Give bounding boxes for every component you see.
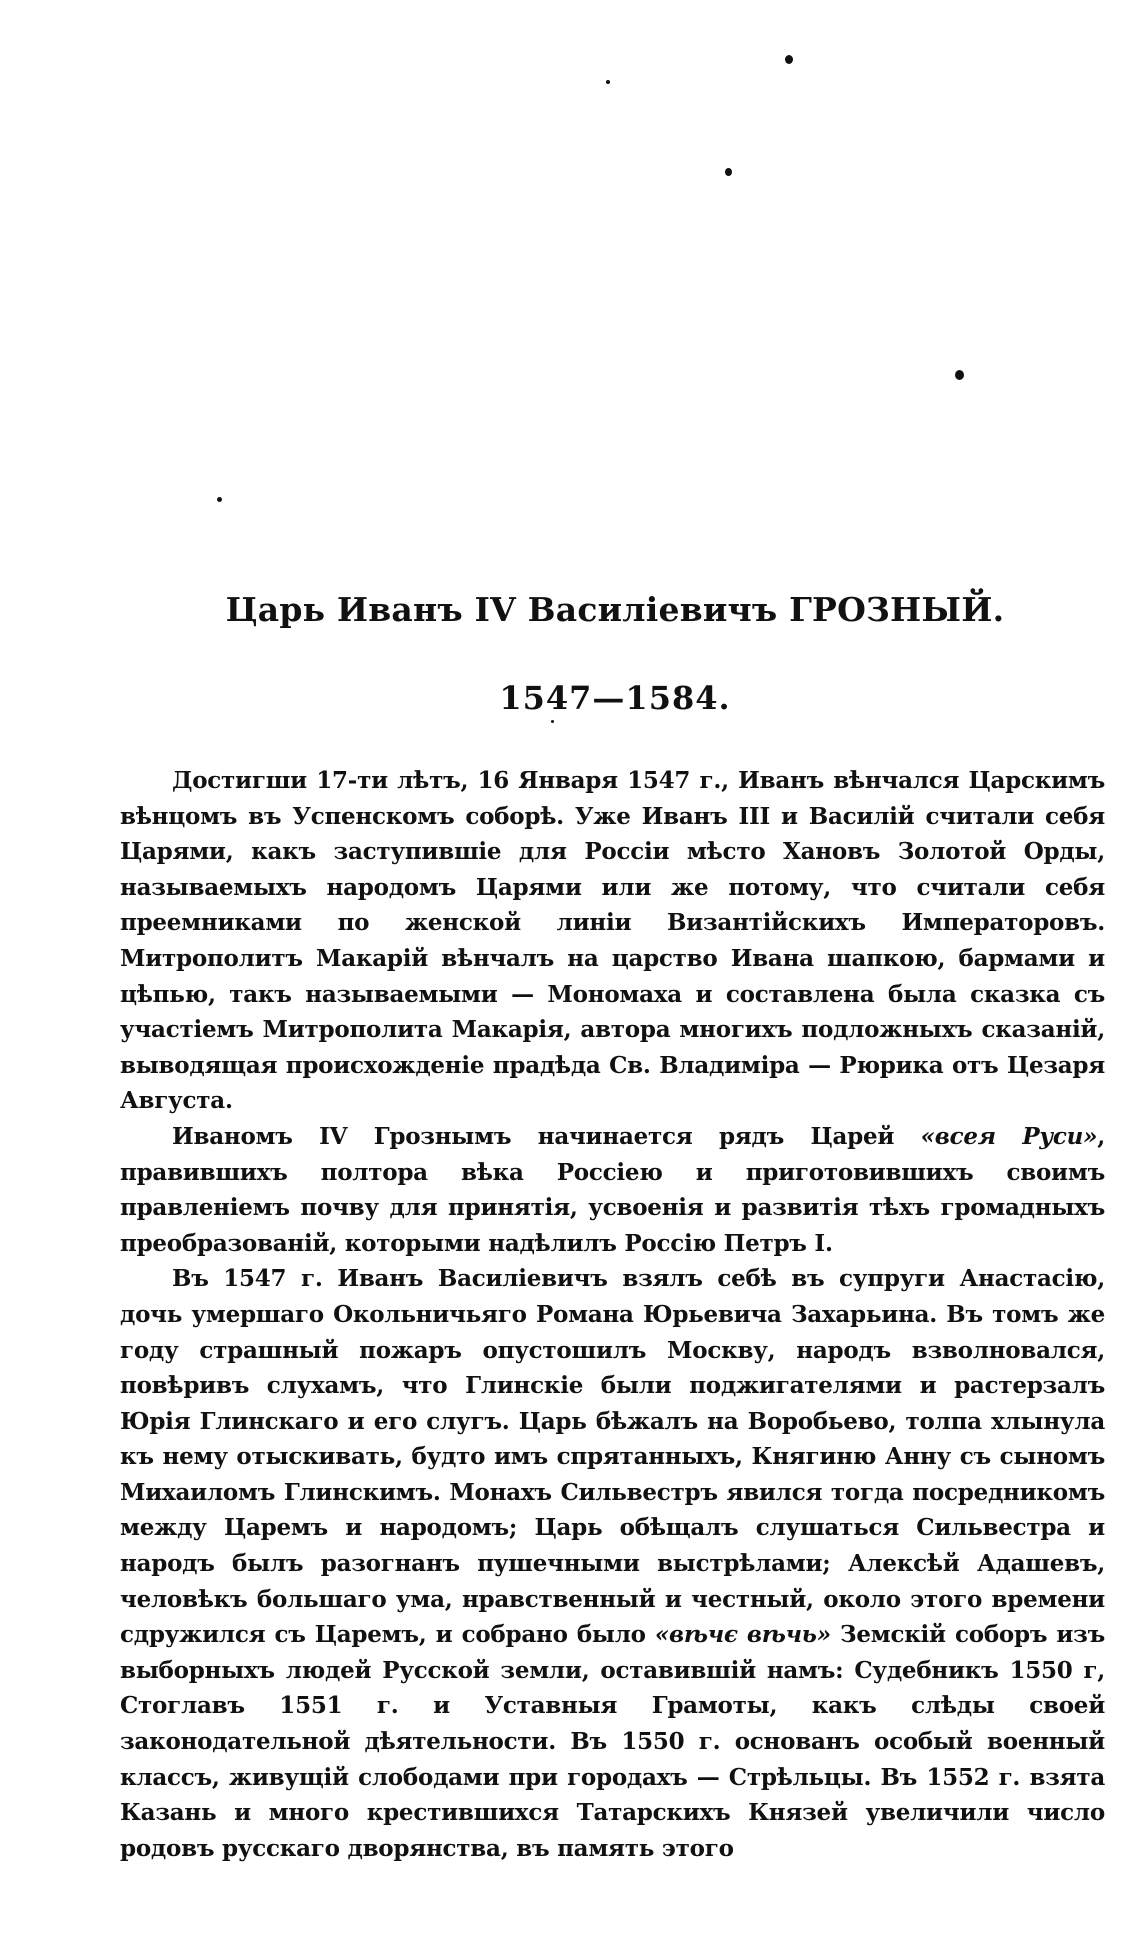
paragraph-2 (120, 1119, 1105, 1261)
paragraph-2-text-after: , правившихъ полтора вѣка Россіею и приготовившихъ своимъ правленіемъ почву для принятія, усвоенія и развитія тѣхъ громадныхъ преобразованій, которыми надѣлилъ Россію Петръ I. (120, 1122, 1105, 1257)
paragraph-3-text-before: Въ 1547 г. Иванъ Василіевичъ взялъ себѣ въ супруги Анастасію, дочь умершаго Окольничьяго Романа Юрьевича Захарьина. Въ томъ же году страшный пожаръ опустошилъ Москву, народъ взволновался, повѣривъ слухамъ, что Глинскіе были поджигателями и растерзалъ Юрія Глинскаго и его слугъ. Царь бѣжалъ на Воробьево, толпа хлынула къ нему отыскивать, будто имъ спрятанныхъ, Княгиню Анну съ сыномъ Михаиломъ Глинскимъ. Монахъ Сильвестръ явился тогда посредникомъ между Царемъ и народомъ; Царь обѣщалъ слушаться Сильвестра и народъ былъ разогнанъ пушечными выстрѣлами; Алексѣй Адашевъ, человѣкъ большаго ума, нравственный и честный, около этого времени сдружился съ Царемъ, и собрано было (120, 1265, 1105, 1649)
scan-speck (606, 80, 610, 84)
paragraph-3-text-after: Земскій соборъ изъ выборныхъ людей Русской земли, оставившій намъ: Судебникъ 1550 г, Стоглавъ 1551 г. и Уставныя Грамоты, какъ слѣды своей законодательной дѣятельности. Въ 1550 г. основанъ особый военный классъ, живущій слободами при городахъ — Стрѣльцы. Въ 1552 г. взята Казань и много крестившихся Татарскихъ Князей увеличили число родовъ русскаго дворянства, въ память этого (120, 1621, 1105, 1862)
page-content (120, 590, 1110, 1866)
page-title: Царь Иванъ IV Василіевичъ ГРОЗНЫЙ. (225, 590, 1005, 629)
paragraph-2-italic: «всея Руси» (920, 1122, 1098, 1150)
scan-speck (217, 497, 222, 502)
scan-speck (955, 370, 964, 380)
paragraph-3-italic: «вѣчє вѣчь» (654, 1621, 831, 1649)
scan-speck (725, 168, 732, 176)
paragraph-3 (120, 1261, 1105, 1866)
paragraph-2-text-before: Иваномъ IV Грознымъ начинается рядъ Царей (172, 1122, 921, 1150)
scan-speck (785, 55, 793, 64)
text-body (120, 763, 1105, 1866)
reign-years: 1547—1584. (499, 679, 731, 717)
paragraph-1-text: Достигши 17-ти лѣтъ, 16 Января 1547 г., Иванъ вѣнчался Царскимъ вѣнцомъ въ Успенскомъ соборѣ. Уже Иванъ III и Василій считали себя Царями, какъ заступившіе для Россіи мѣсто Хановъ Золотой Орды, называемыхъ народомъ Царями или же потому, что считали себя преемниками по женской линіи Византійскихъ Императоровъ. Митрополитъ Макарій вѣнчалъ на царство Ивана шапкою, бармами и цѣпью, такъ называемыми — Мономаха и составлена была сказка съ участіемъ Митрополита Макарія, автора многихъ подложныхъ сказаній, выводящая происхожденіе прадѣда Св. Владиміра — Рюрика отъ Цезаря Августа. (120, 767, 1105, 1115)
paragraph-1 (120, 763, 1105, 1119)
